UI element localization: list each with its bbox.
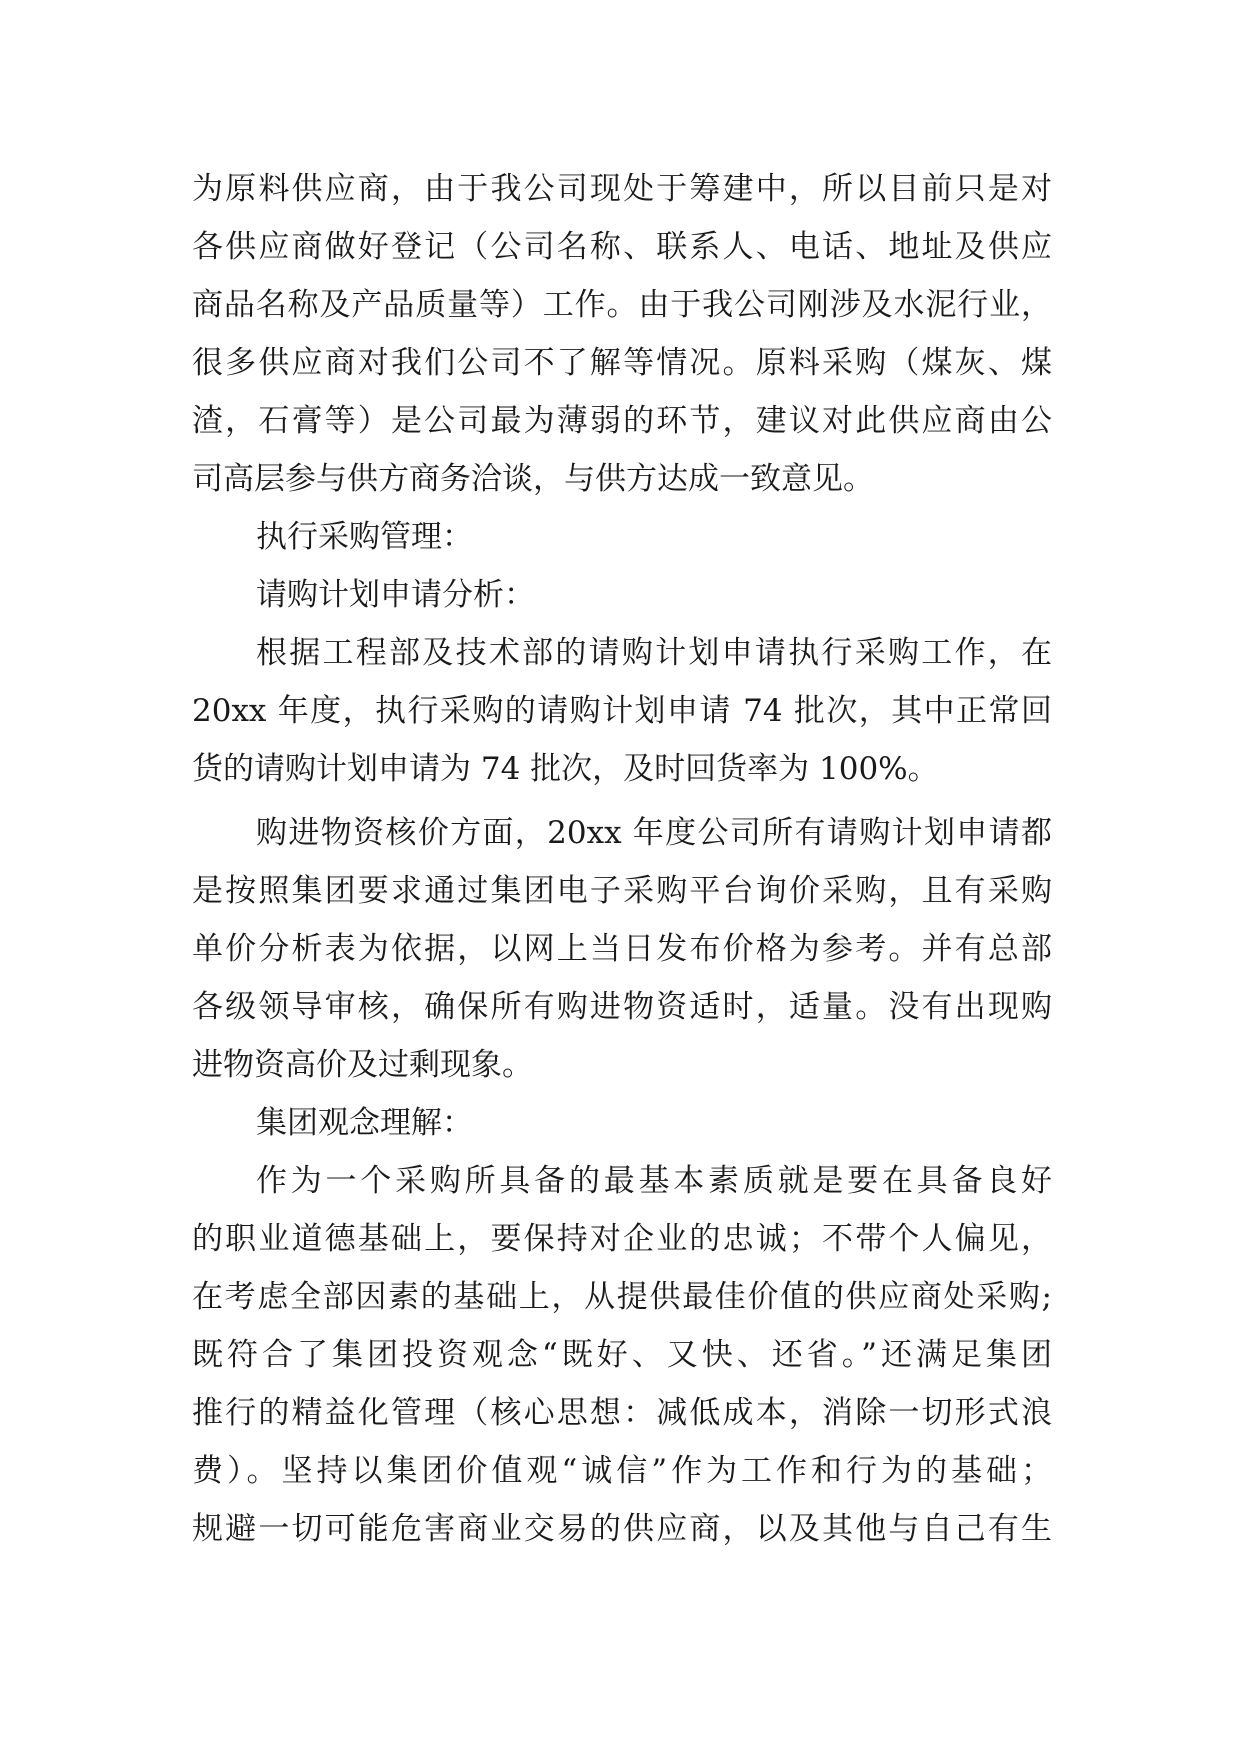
text-line: 很多供应商对我们公司不了解等情况。原料采购（煤灰、煤 (192, 345, 1052, 381)
section-heading: 集团观念理解： (256, 1105, 473, 1141)
text-line: 货的请购计划申请为 74 批次，及时回货率为 100%。 (192, 751, 939, 787)
section-heading: 请购计划申请分析： (256, 577, 535, 613)
text-line: 费）。坚持以集团价值观“诚信”作为工作和行为的基础； (192, 1453, 1052, 1489)
heading-request-analysis (192, 566, 1052, 624)
text-line: 是按照集团要求通过集团电子采购平台询价采购，且有采购 (192, 873, 1052, 909)
paragraph-pricing (192, 804, 1052, 1094)
text-line: 渣，石膏等）是公司最为薄弱的环节，建议对此供应商由公 (192, 403, 1052, 439)
text-line: 购进物资核价方面，20xx 年度公司所有请购计划申请都 (256, 815, 1052, 851)
text-line: 单价分析表为依据，以网上当日发布价格为参考。并有总部 (192, 931, 1052, 967)
paragraph-supplier (192, 160, 1052, 508)
text-line: 各供应商做好登记（公司名称、联系人、电话、地址及供应 (192, 229, 1052, 265)
paragraph-request (192, 624, 1052, 798)
text-line: 在考虑全部因素的基础上，从提供最佳价值的供应商处采购; (192, 1279, 1052, 1315)
text-line: 推行的精益化管理（核心思想：减低成本，消除一切形式浪 (192, 1395, 1052, 1431)
document-body (192, 160, 1052, 1558)
text-line: 为原料供应商，由于我公司现处于筹建中，所以目前只是对 (192, 171, 1052, 207)
text-line: 司高层参与供方商务洽谈，与供方达成一致意见。 (192, 461, 874, 497)
paragraph-concept (192, 1152, 1052, 1558)
heading-execute-procurement (192, 508, 1052, 566)
text-line: 20xx 年度，执行采购的请购计划申请 74 批次，其中正常回 (192, 693, 1052, 729)
text-line: 进物资高价及过剩现象。 (192, 1047, 533, 1083)
text-line: 商品名称及产品质量等）工作。由于我公司刚涉及水泥行业， (192, 287, 1052, 323)
section-heading: 执行采购管理： (256, 519, 473, 555)
text-line: 作为一个采购所具备的最基本素质就是要在具备良好 (256, 1163, 1052, 1199)
text-line: 的职业道德基础上，要保持对企业的忠诚；不带个人偏见， (192, 1221, 1052, 1257)
text-line: 既符合了集团投资观念“既好、又快、还省。”还满足集团 (192, 1337, 1052, 1373)
heading-group-concept (192, 1094, 1052, 1152)
text-line: 各级领导审核，确保所有购进物资适时，适量。没有出现购 (192, 989, 1052, 1025)
text-line: 规避一切可能危害商业交易的供应商，以及其他与自己有生 (192, 1511, 1052, 1547)
text-line: 根据工程部及技术部的请购计划申请执行采购工作，在 (256, 635, 1052, 671)
